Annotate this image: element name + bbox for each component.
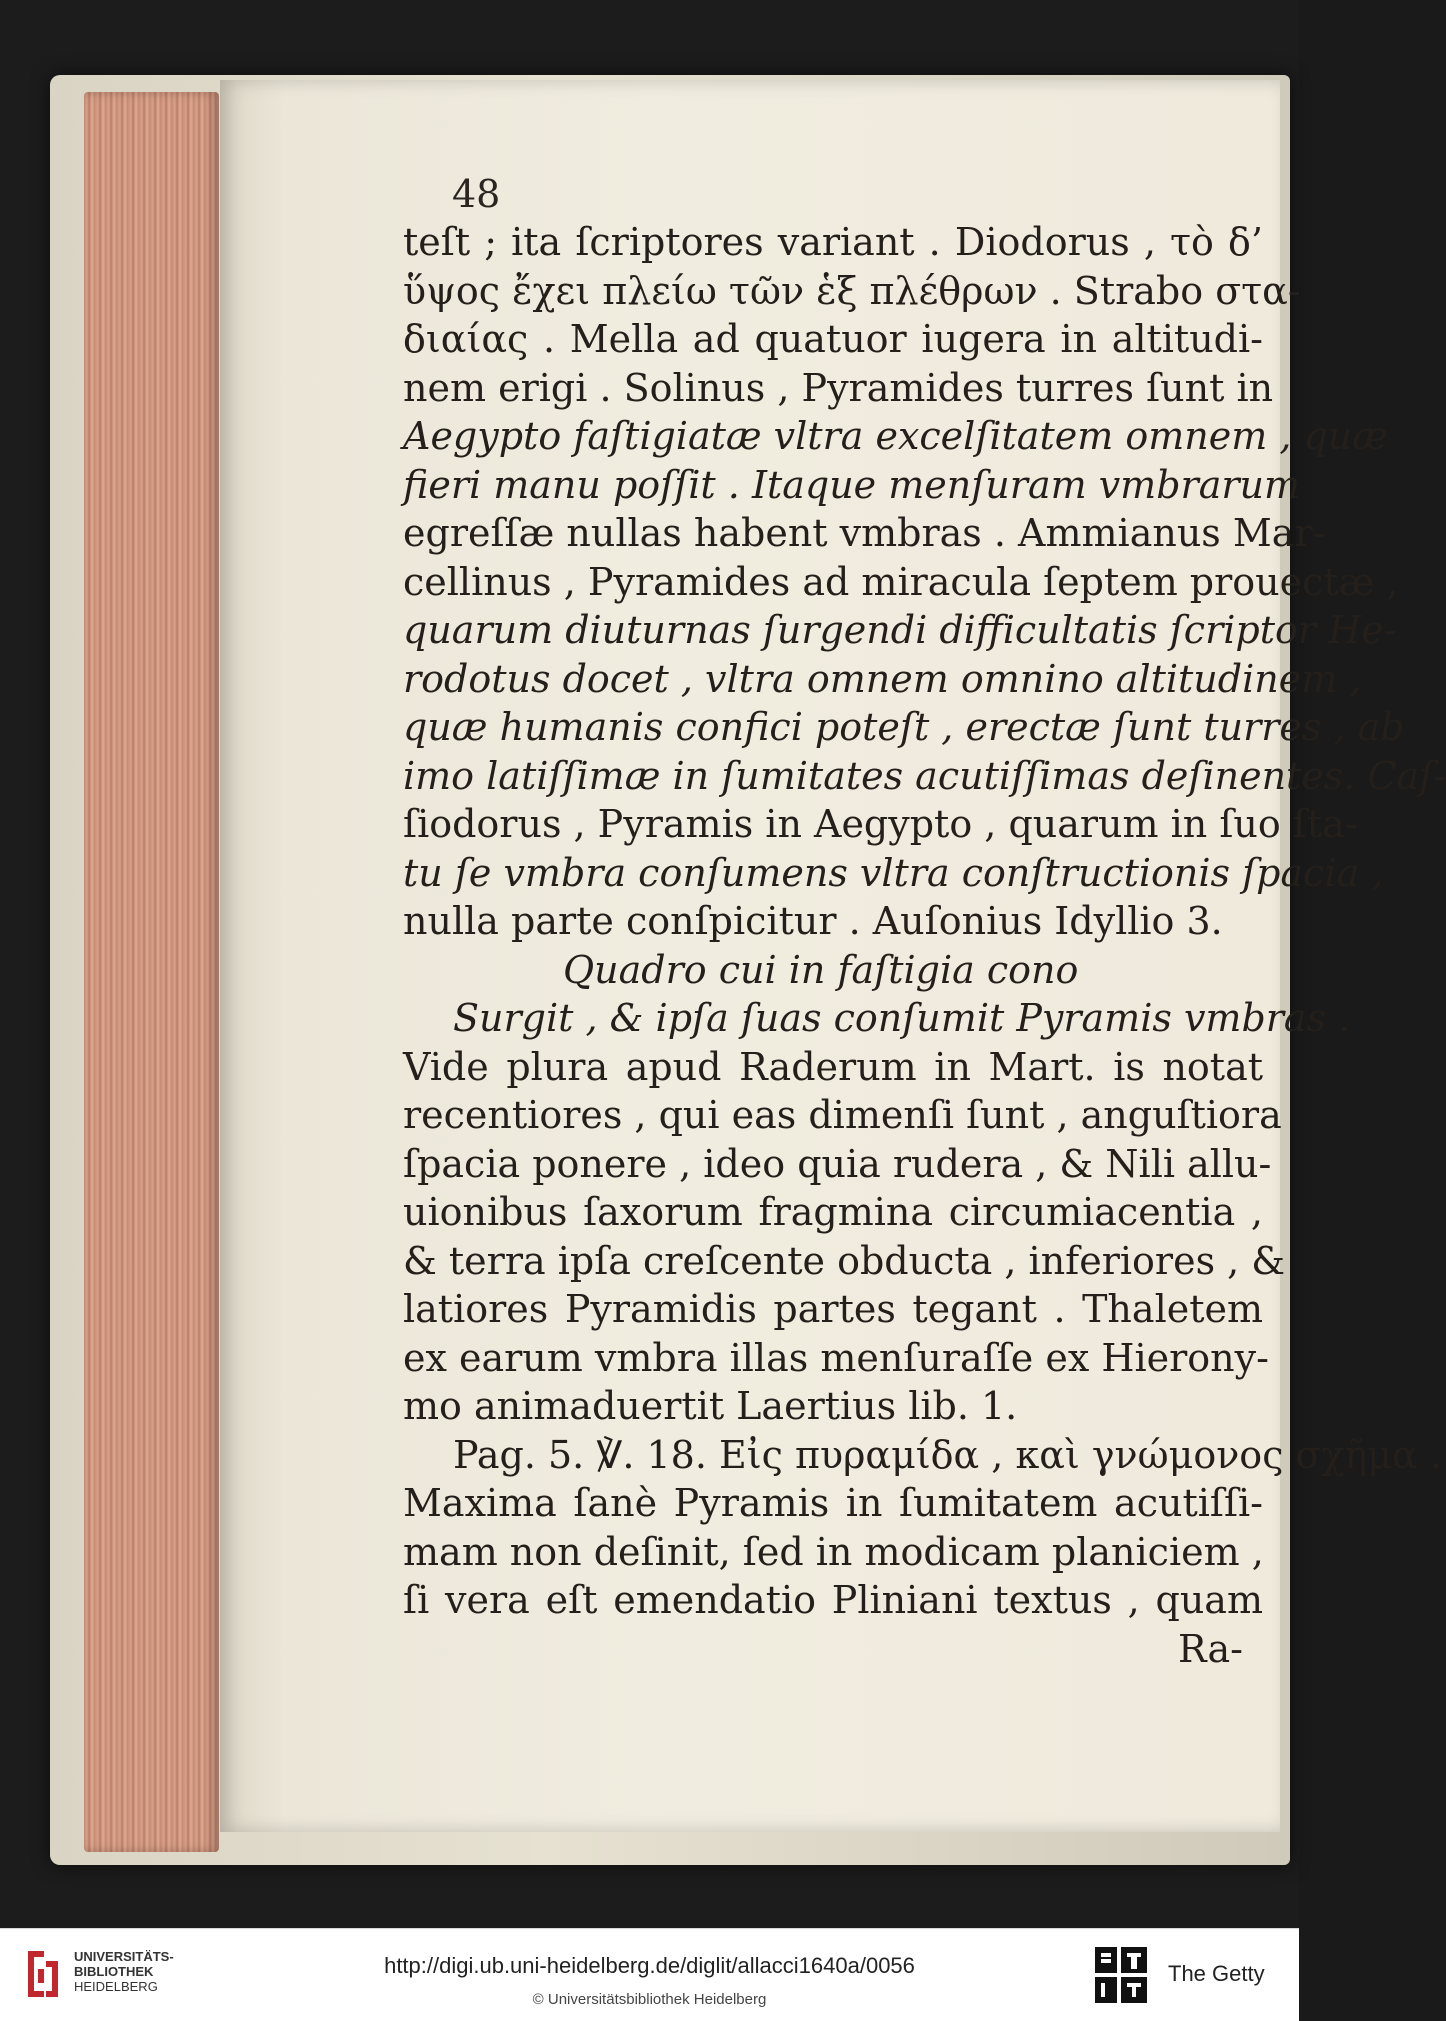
text-line: Pag. 5. ℣. 18. Εἰς πυραμίδα , καὶ γνώμονος σχῆμα . [453, 1432, 1442, 1477]
text-line: ſpacia ponere , ideo quia rudera , & Nili allu- [403, 1141, 1272, 1186]
text-line: mam non deſinit, ſed in modicam planiciem , [403, 1529, 1264, 1574]
text-line: imo latiſſimæ in ſumitates acutiſſimas deſinentes. Caſ- [403, 753, 1446, 798]
text-line: rodotus docet , vltra omnem omnino altitudinem , [403, 656, 1362, 701]
partner-name: The Getty [1168, 1961, 1265, 1986]
text-line: ὕψος ἔχει πλείω τῶν ἑξ πλέθρων . Strabo στα- [403, 268, 1301, 313]
library-name-line: BIBLIOTHEK [74, 1964, 154, 1979]
text-line: egreſſæ nullas habent vmbras . Ammianus Mar- [403, 511, 1326, 555]
text-line: teſt ; ita ſcriptores variant . Diodorus , τὸ δ’ [403, 220, 1263, 264]
text-line: Aegypto faſtigiatæ vltra excelſitatem omnem , quæ [403, 414, 1388, 458]
text-line: cellinus , Pyramides ad miracula ſeptem prouectæ , [403, 559, 1399, 604]
page-number: 48 [452, 172, 501, 216]
page-text [403, 218, 1446, 1673]
text-line: διαίας . Mella ad quatuor iugera in altitudi- [403, 317, 1263, 361]
text-line: uionibus ſaxorum fragmina circumiacentia , [403, 1190, 1263, 1234]
text-line: quarum diuturnas ſurgendi difficultatis ſcriptor He- [403, 608, 1397, 652]
page-edges [84, 92, 219, 1852]
text-line: ex earum vmbra illas menſuraſſe ex Hierony- [403, 1335, 1269, 1380]
catchword: Ra- [1178, 1626, 1243, 1671]
text-line: nulla parte conſpicitur . Auſonius Idyllio 3. [403, 899, 1223, 943]
permalink-url[interactable]: http://digi.ub.uni-heidelberg.de/diglit/allacci1640a/0056 [384, 1953, 915, 1978]
text-line: Maxima ſanè Pyramis in ſumitatem acutiſſi- [403, 1481, 1263, 1525]
library-name-line: HEIDELBERG [74, 1979, 158, 1994]
text-line: tu ſe vmbra conſumens vltra conſtructionis ſpacia , [403, 850, 1384, 895]
copyright-notice: © Universitätsbibliothek Heidelberg [532, 1991, 767, 2008]
text-line: mo animaduertit Laertius lib. 1. [403, 1384, 1018, 1428]
text-line: fieri manu poſſit . Itaque menſuram vmbrarum [403, 462, 1301, 507]
text-line: recentiores , qui eas dimenſi ſunt , anguſtiora [403, 1093, 1282, 1137]
viewer-footer [0, 1928, 1299, 2021]
text-line: latiores Pyramidis partes tegant . Thaletem [403, 1287, 1263, 1331]
text-line: & terra ipſa creſcente obducta , inferiores , & [403, 1238, 1286, 1283]
verse-line: Surgit , & ipſa ſuas conſumit Pyramis vmbras . [453, 996, 1351, 1040]
getty-logo-icon[interactable] [1093, 1945, 1149, 2005]
text-line: ſi vera eſt emendatio Pliniani textus , quam [403, 1578, 1263, 1622]
text-line: nem erigi . Solinus , Pyramides turres ſunt in [403, 365, 1274, 410]
verse-line: Quadro cui in faſtigia cono [563, 947, 1079, 992]
library-name-line: UNIVERSITÄTS- [74, 1949, 174, 1964]
text-line: ſiodorus , Pyramis in Aegypto , quarum in ſuo ſta- [403, 802, 1358, 846]
text-line: Vide plura apud Raderum in Mart. is notat [403, 1044, 1263, 1089]
text-line: quæ humanis confici poteſt , erectæ ſunt turres , ab [403, 705, 1405, 749]
